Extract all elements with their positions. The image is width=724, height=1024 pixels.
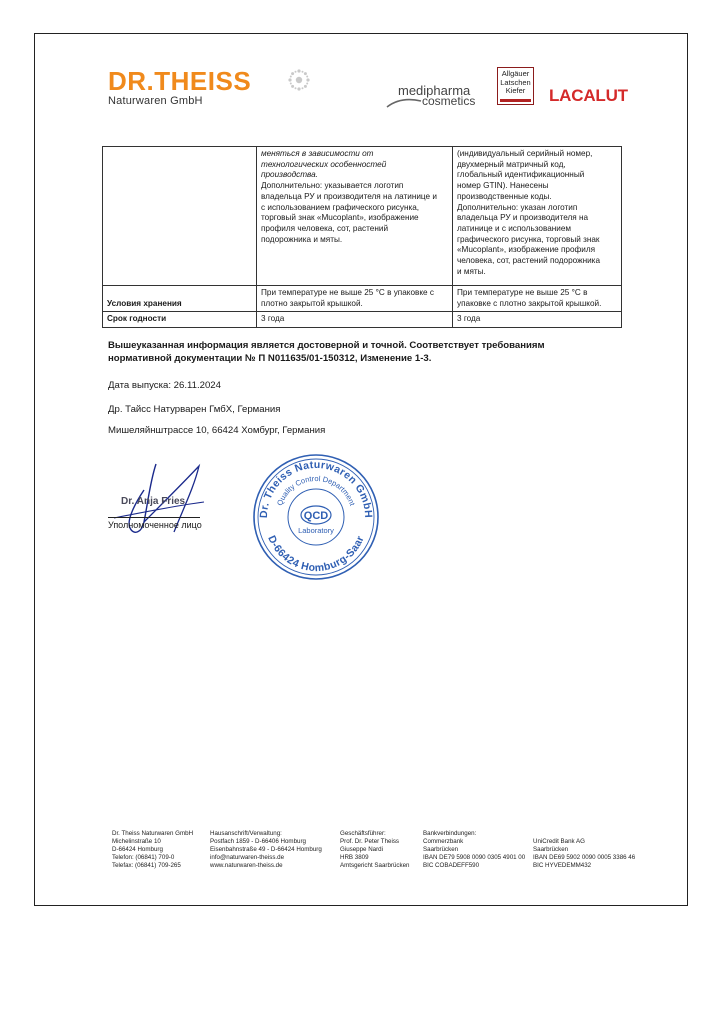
footer-line: Eisenbahnstraße 49 - D-66424 Homburg xyxy=(210,846,322,854)
signature-label: Уполномоченное лицо xyxy=(108,520,202,530)
footer-line: Postfach 1859 - D-66406 Homburg xyxy=(210,838,306,846)
stamp-top-text: Dr. Theiss Naturwaren GmbH xyxy=(257,458,375,519)
cell-line: графического рисунка, торговый знак xyxy=(457,234,600,244)
footer-bank-2 xyxy=(533,830,635,870)
storage-value: При температуре не выше 25 °C в упаковке с плотно закрытой крышкой. xyxy=(453,286,622,312)
cosmetics-text: cosmetics xyxy=(422,94,476,108)
issue-date: Дата выпуска: 26.11.2024 xyxy=(108,380,221,391)
table-row xyxy=(103,286,622,312)
footer-line xyxy=(533,830,635,838)
cell-line: профиля человека, сот, растений xyxy=(261,223,389,233)
footer-company xyxy=(112,830,193,870)
allgaeuer-line: Latschen xyxy=(500,77,531,87)
qcd-stamp xyxy=(251,452,381,582)
stamp-bottom-text: D-66424 Homburg-Saar xyxy=(265,533,367,575)
cell-line: человека, сот, растений подорожника xyxy=(457,256,600,266)
medipharma-logo xyxy=(386,84,486,108)
footer-management xyxy=(340,830,409,870)
storage-label: Условия хранения xyxy=(103,286,257,312)
signature-name: Dr. Anja Fries xyxy=(121,496,186,507)
shelf-life-label: Срок годности xyxy=(103,312,257,328)
footer-line: D-66424 Homburg xyxy=(112,846,163,854)
cell-line: (индивидуальный серийный номер, xyxy=(457,149,593,158)
stamp-logo: QCD xyxy=(303,510,329,522)
table-row xyxy=(103,312,622,328)
conformity-statement: Вышеуказанная информация является достоверной и точной. Соответствует требованиям нормативной документации № П N011635/01-150312, Изменение 1-3. xyxy=(108,340,545,364)
allgaeuer-line: Allgäuer xyxy=(501,69,530,78)
spec-table xyxy=(102,146,622,328)
lacalut-logo: LACALUT xyxy=(549,86,628,105)
cell-line: с использованием графического рисунка, xyxy=(261,202,420,212)
footer-address xyxy=(210,830,322,870)
cell-line: глобальный идентификационный xyxy=(457,170,585,180)
footer-line: IBAN DE79 5908 0090 0305 4901 00 xyxy=(423,854,526,862)
cell-line: владельца РУ и производителя на латинице и xyxy=(261,191,437,201)
cell-line: Дополнительно: указан логотип xyxy=(457,202,578,212)
cell-line: торговый знак «Mucoplant», изображение xyxy=(261,213,419,223)
allgaeuer-line: Kiefer xyxy=(505,86,526,95)
medipharma-text: medipharma xyxy=(398,83,471,98)
footer-line: Michelinstraße 10 xyxy=(112,838,161,846)
footer-line: Telefon: (06841) 709-0 xyxy=(112,854,175,862)
cell-line: и мяты. xyxy=(457,266,486,276)
allgaeuer-red-bar xyxy=(500,99,531,102)
allgaeuer-logo xyxy=(497,67,534,105)
cell-line: технологических особенностей xyxy=(261,159,387,169)
footer-line: UniCredit Bank AG xyxy=(533,838,585,846)
footer-line: www.naturwaren-theiss.de xyxy=(210,862,283,870)
signature-line xyxy=(108,517,200,518)
footer-line: Amtsgericht Saarbrücken xyxy=(340,862,410,870)
footer-line: Saarbrücken xyxy=(423,846,459,854)
cell-line: латинице и с использованием xyxy=(457,223,572,233)
footer-line: Saarbrücken xyxy=(533,846,569,854)
cell-line: производственные коды. xyxy=(457,191,552,201)
stamp-inner-text: Quality Control Department xyxy=(275,473,357,507)
footer-line: Prof. Dr. Peter Theiss xyxy=(340,838,400,846)
footer-line: Bankverbindungen: xyxy=(423,830,477,837)
footer-line: Commerzbank xyxy=(423,838,464,846)
table-cell xyxy=(453,147,622,286)
footer-line: Giuseppe Nardi xyxy=(340,846,383,854)
storage-value: При температуре не выше 25 °C в упаковке с плотно закрытой крышкой. xyxy=(257,286,453,312)
shelf-life-value: 3 года xyxy=(257,312,453,328)
table-cell xyxy=(103,147,257,286)
dr-theiss-logo xyxy=(108,68,251,107)
footer-line: Geschäftsführer: xyxy=(340,830,386,837)
stamp-logo-sub: Laboratory xyxy=(298,526,334,535)
cell-line: номер GTIN). Нанесены xyxy=(457,181,549,191)
cell-line: меняться в зависимости от xyxy=(261,149,374,158)
footer-line: IBAN DE69 5902 0090 0005 3386 46 xyxy=(533,854,636,862)
footer-line: Hausanschrift/Verwaltung: xyxy=(210,830,282,837)
company-address: Мишеляйнштрассе 10, 66424 Хомбург, Германия xyxy=(108,425,326,436)
footer-line: Telefax: (06841) 709-265 xyxy=(112,862,181,870)
shelf-life-value: 3 года xyxy=(453,312,622,328)
cell-line: подорожника и мяты. xyxy=(261,234,343,244)
cell-line: Дополнительно: указывается логотип xyxy=(261,181,404,191)
cell-line: владельца РУ и производителя на xyxy=(457,213,589,223)
footer-line: BIC HYVEDEMM432 xyxy=(533,862,592,870)
footer-line: BIC COBADEFF590 xyxy=(423,862,480,870)
footer-line: HRB 3809 xyxy=(340,854,369,862)
footer-line: Dr. Theiss Naturwaren GmbH xyxy=(112,830,194,837)
table-cell xyxy=(257,147,453,286)
company-name: Др. Тайсс Натурварен ГмбХ, Германия xyxy=(108,404,281,415)
brand-name: DR.THEISS xyxy=(108,66,252,96)
brand-subtitle: Naturwaren GmbH xyxy=(108,95,203,107)
sun-icon xyxy=(286,67,312,93)
footer-line: info@naturwaren-theiss.de xyxy=(210,854,285,862)
footer-bank-1 xyxy=(423,830,525,870)
cell-line: «Mucoplant», изображение профиля xyxy=(457,245,596,255)
cell-line: двухмерный матричный код, xyxy=(457,159,566,169)
table-row xyxy=(103,147,622,286)
cell-line: производства. xyxy=(261,170,318,180)
